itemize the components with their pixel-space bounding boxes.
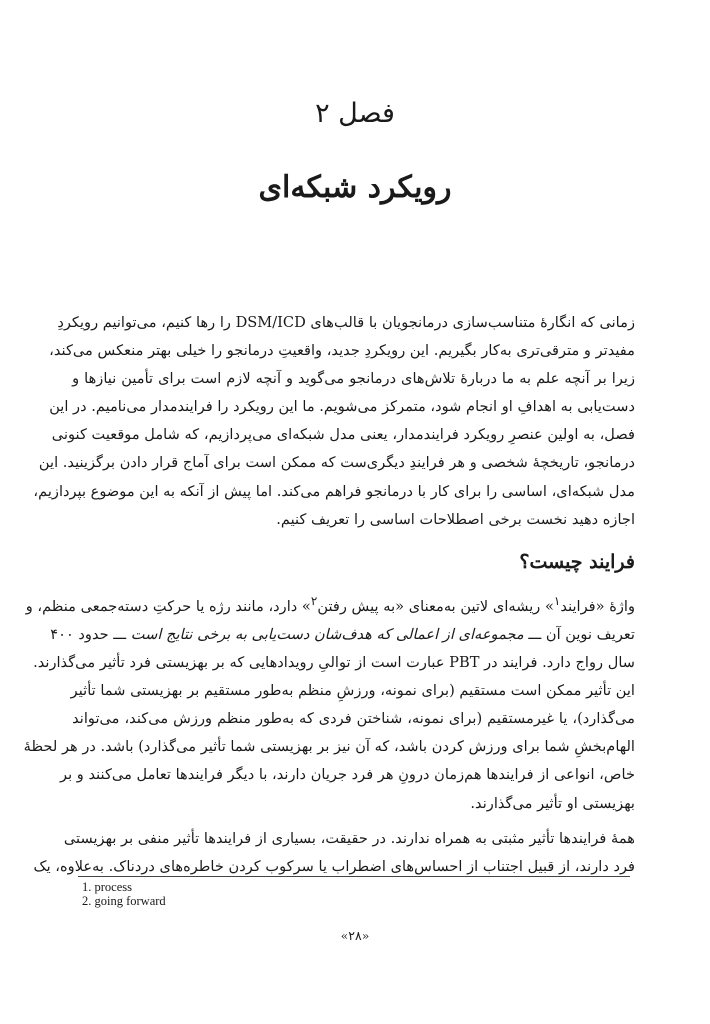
text-line: فصل، به اولین عنصرِ رویکرد فرایندمدار، یعنی مدل شبکه‌ای می‌پردازیم، که شامل موقعیت کنونی [51, 426, 635, 444]
text-line: سال رواج دارد. فرایند در PBT عبارت است از توالیِ رویدادهایی که بر بهزیستی فرد تأثیر می‌گذارند. [33, 654, 635, 672]
section-heading: فرایند چیست؟ [519, 551, 635, 573]
text-line: مدل شبکه‌ای، اساسی را برای کار با درمانجو فراهم می‌کند. اما پیش از آنکه به این موضوع بپردازیم، [33, 482, 635, 500]
text-line: فرد دارند، از قبیل اجتناب از احساس‌های اضطراب یا سرکوب کردن خاطره‌های دردناک. به‌علاوه، یک [33, 858, 635, 876]
text-line: بهزیستی او تأثیر می‌گذارند. [470, 794, 635, 812]
emphasized-definition: مجموعه‌ای از اعمالی که هدف‌شان دست‌یابی به برخی نتایج است [130, 625, 524, 643]
text-line [50, 621, 635, 649]
text-line: همهٔ فرایندها تأثیر مثبتی به همراه ندارند. در حقیقت، بسیاری از فرایندها تأثیر منفی بر بهزیستی [63, 830, 635, 847]
footnote-item: 1. process [82, 880, 132, 894]
text-line [25, 587, 635, 621]
footnotes [82, 880, 166, 908]
line-segment: واژهٔ «فرایند [560, 597, 635, 615]
text-line: درمانجو، تاریخچهٔ شخصی و هر فرایندِ دیگری‌ست که ممکن است برای آماج قرار دادن برگزینید. این [38, 454, 635, 472]
text-line: می‌گذارد)، یا غیرمستقیم (برای نمونه، شناختن فردی که به‌طور منظم ورزش می‌کند، می‌تواند [72, 710, 635, 728]
effects-paragraph [33, 825, 635, 881]
text-line: این تأثیر ممکن است مستقیم (برای نمونه، ورزشِ منظم به‌طور مستقیم بر بهزیستی شما تأثیر [70, 682, 635, 700]
chapter-title: رویکرد شبکه‌ای [258, 170, 452, 205]
text-line: الهام‌بخشِ شما برای ورزش کردن باشد، که آن نیز بر بهزیستی شما تأثیر می‌گذارد) باشد. در هر لحظهٔ [23, 738, 635, 756]
footnote-divider [78, 876, 630, 877]
text-line: زیرا بر آنچه علم به ما دربارهٔ تلاش‌های درمانجو می‌گوید و آنچه لازم است برای تأمین نیازها و [72, 370, 635, 388]
line-segment: » دارد، مانند رژه یا حرکتِ دسته‌جمعی منظم، و [25, 597, 311, 615]
line-segment: تعریف نوین آن ـــ [523, 625, 635, 643]
text-line: زمانی که انگارهٔ متناسب‌سازی درمانجویان با قالب‌های DSM/ICD را رها کنیم، می‌توانیم رویکردِ [57, 314, 635, 331]
intro-paragraph [33, 309, 635, 534]
page-number: «۲۸» [340, 928, 370, 943]
footnote-ref: ۲ [310, 594, 318, 608]
text-line: خاص، انواعی از فرایندها هم‌زمان درونِ هر فرد جریان دارند، با دیگر فرایندها تعامل می‌کنند و بر [60, 766, 635, 784]
chapter-label: فصل ۲ [315, 98, 395, 129]
line-segment: ـــ حدود ۴۰۰ [50, 625, 131, 643]
text-line: مفیدتر و مترقی‌تری به‌کار بگیریم. این رویکردِ جدید، واقعیتِ درمانجو را خیلی بهتر منعکس می‌کند، [49, 342, 635, 360]
line-segment: » ریشه‌ای لاتین به‌معنای «به پیش رفتن [317, 597, 554, 615]
text-line: دست‌یابی به اهدافِ او انجام شود، متمرکز می‌شویم. ما این رویکرد را فرایندمدار می‌نامیم. در این [49, 398, 635, 416]
process-paragraph [23, 587, 635, 818]
footnote-item: 2. going forward [82, 894, 166, 908]
text-line: اجازه دهید نخست برخی اصطلاحات اساسی را تعریف کنیم. [276, 510, 635, 528]
footnote-ref: ۱ [553, 594, 561, 608]
